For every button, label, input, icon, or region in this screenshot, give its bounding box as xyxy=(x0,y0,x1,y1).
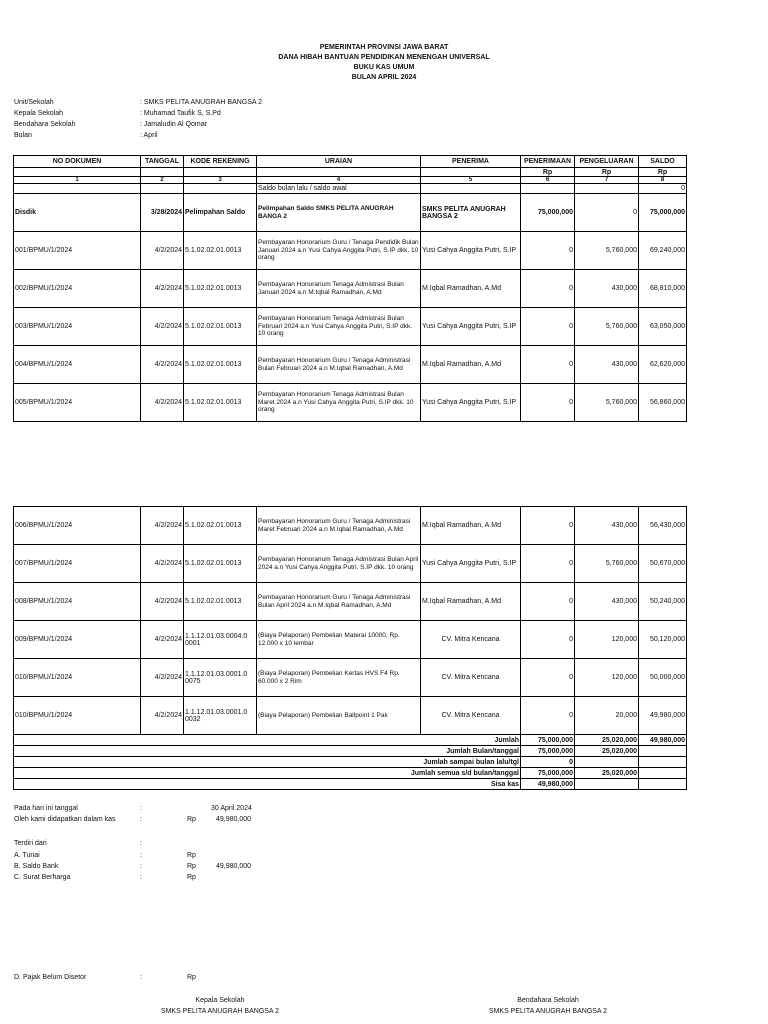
receipt-amount: 75,000,000 xyxy=(521,194,575,232)
receipt-amount: 0 xyxy=(521,697,575,735)
table-row xyxy=(14,659,687,697)
totals-row xyxy=(14,735,687,746)
currency-cell: Rp xyxy=(575,168,639,177)
recipient: Yusi Cahya Anggita Putri, S.IP xyxy=(421,545,521,583)
table-row xyxy=(14,346,687,384)
col-number: 2 xyxy=(141,177,184,184)
recipient: CV. Mitra Kencana xyxy=(421,697,521,735)
currency-cell: Rp xyxy=(521,168,575,177)
table-cell xyxy=(575,184,639,194)
sign-right-org: SMKS PELITA ANUGRAH BANGSA 2 xyxy=(488,1008,608,1015)
recipient: CV. Mitra Kencana xyxy=(421,659,521,697)
col-header: PENERIMA xyxy=(421,156,521,168)
kas-value: 49,980,000 xyxy=(216,816,252,823)
column-header-row xyxy=(14,156,687,168)
totals-receipt: 49,980,000 xyxy=(521,779,575,790)
expense-amount: 5,760,000 xyxy=(575,545,639,583)
info-label: Kepala Sekolah xyxy=(14,110,64,117)
date-cell: 4/2/2024 xyxy=(141,507,184,545)
doc-number: 004/BPMU/1/2024 xyxy=(14,346,141,384)
currency-cell: Rp xyxy=(639,168,687,177)
kas-colon: : xyxy=(140,816,142,823)
date-cell: 4/2/2024 xyxy=(141,621,184,659)
col-number: 4 xyxy=(257,177,421,184)
tunai-colon: : xyxy=(140,852,142,859)
expense-amount: 120,000 xyxy=(575,659,639,697)
description: Pembayaran Honorarium Guru / Tenaga Administrasi Maret Februari 2024 a.n M.Iqbal Ramadhan, A.Md xyxy=(257,507,421,545)
date-cell: 4/2/2024 xyxy=(141,583,184,621)
pajak-label: D. Pajak Belum Disetor xyxy=(14,974,87,981)
expense-amount: 5,760,000 xyxy=(575,308,639,346)
table-cell xyxy=(14,184,141,194)
balance-amount: 68,810,000 xyxy=(639,270,687,308)
col-number: 5 xyxy=(421,177,521,184)
col-header: TANGGAL xyxy=(141,156,184,168)
saldo-awal-row xyxy=(14,184,687,194)
col-number: 7 xyxy=(575,177,639,184)
hari-label: Pada hari ini tanggal xyxy=(14,805,78,812)
hari-colon: : xyxy=(140,805,142,812)
doc-number: Disdik xyxy=(14,194,141,232)
expense-amount: 430,000 xyxy=(575,270,639,308)
doc-number: 002/BPMU/1/2024 xyxy=(14,270,141,308)
col-number: 8 xyxy=(639,177,687,184)
account-code: 5.1.02.02.01.0013 xyxy=(184,270,257,308)
description: Pembayaran Honorarium Tenaga Admistrasi Bulan Februari 2024 a.n Yusi Cahya Anggita Putri, S.IP dkk. 10 orang xyxy=(257,308,421,346)
doc-number: 009/BPMU/1/2024 xyxy=(14,621,141,659)
account-code: Pelimpahan Saldo xyxy=(184,194,257,232)
col-header: SALDO xyxy=(639,156,687,168)
col-number: 3 xyxy=(184,177,257,184)
header-line-4: BULAN APRIL 2024 xyxy=(351,74,417,81)
totals-label: Sisa kas xyxy=(14,779,521,790)
kas-rp: Rp xyxy=(187,816,196,823)
table-cell xyxy=(184,184,257,194)
saldo-awal-value: 0 xyxy=(639,184,687,194)
doc-number: 010/BPMU/1/2024 xyxy=(14,659,141,697)
kas-label: Oleh kami didapatkan dalam kas xyxy=(14,816,116,823)
table-row xyxy=(14,270,687,308)
description: Pembayaran Honorarium Tenaga Admistrasi Bulan Maret 2024 a.n Yusi Cahya Anggita Putri, S.IP dkk. 10 orang xyxy=(257,384,421,422)
account-code: 5.1.02.02.01.0013 xyxy=(184,384,257,422)
pajak-colon: : xyxy=(140,974,142,981)
balance-amount: 63,050,000 xyxy=(639,308,687,346)
description: Pembayaran Honorarium Guru / Tenaga Administrasi Bulan Februari 2024 a.n M.Iqbal Ramadhan, A.Md xyxy=(257,346,421,384)
column-number-row xyxy=(14,177,687,184)
receipt-amount: 0 xyxy=(521,507,575,545)
receipt-amount: 0 xyxy=(521,384,575,422)
col-header: KODE REKENING xyxy=(184,156,257,168)
table-row xyxy=(14,545,687,583)
receipt-amount: 0 xyxy=(521,659,575,697)
totals-row xyxy=(14,746,687,757)
totals-receipt: 75,000,000 xyxy=(521,768,575,779)
info-label: Unit/Sekolah xyxy=(14,99,54,106)
balance-amount: 56,860,000 xyxy=(639,384,687,422)
description: (Biaya Pelaporan) Pembelian Materai 10000, Rp. 12.000 x 10 lembar xyxy=(257,621,421,659)
totals-label: Jumlah semua s/d bulan/tanggal xyxy=(14,768,521,779)
receipt-amount: 0 xyxy=(521,621,575,659)
terdiri-label: Terdiri dari xyxy=(14,840,47,847)
header-line-3: BUKU KAS UMUM xyxy=(353,64,415,71)
surat-rp: Rp xyxy=(187,874,196,881)
recipient: CV. Mitra Kencana xyxy=(421,621,521,659)
col-header: PENGELUARAN xyxy=(575,156,639,168)
doc-number: 005/BPMU/1/2024 xyxy=(14,384,141,422)
info-value: : Muhamad Taufik S, S.Pd xyxy=(140,110,221,117)
totals-label: Jumlah xyxy=(14,735,521,746)
col-header: PENERIMAAN xyxy=(521,156,575,168)
balance-amount: 62,620,000 xyxy=(639,346,687,384)
expense-amount: 0 xyxy=(575,194,639,232)
account-code: 5.1.02.02.01.0013 xyxy=(184,346,257,384)
totals-row xyxy=(14,768,687,779)
account-code: 1.1.12.01.03.0001.0 0032 xyxy=(184,697,257,735)
account-code: 5.1.02.02.01.0013 xyxy=(184,545,257,583)
doc-number: 003/BPMU/1/2024 xyxy=(14,308,141,346)
expense-amount: 120,000 xyxy=(575,621,639,659)
account-code: 1.1.12.01.03.0001.0 0075 xyxy=(184,659,257,697)
description: Pembayaran Honorarium Guru / Tenaga Pendidik Bulan Januari 2024 a.n Yusi Cahya Anggita Putri, S.IP dkk. 10 orang xyxy=(257,232,421,270)
header-line-2: DANA HIBAH BANTUAN PENDIDIKAN MENENGAH UNIVERSAL xyxy=(278,54,490,61)
date-cell: 4/2/2024 xyxy=(141,697,184,735)
date-cell: 4/2/2024 xyxy=(141,659,184,697)
description: (Biaya Pelaporan) Pembelian Kertas HVS F4 Rp. 60.000 x 2 Rim xyxy=(257,659,421,697)
recipient: M.Iqbal Ramadhan, A.Md xyxy=(421,583,521,621)
totals-balance xyxy=(639,746,687,757)
recipient: Yusi Cahya Anggita Putri, S.IP xyxy=(421,384,521,422)
surat-colon: : xyxy=(140,874,142,881)
expense-amount: 5,760,000 xyxy=(575,384,639,422)
col-number: 6 xyxy=(521,177,575,184)
terdiri-colon: : xyxy=(140,840,142,847)
balance-amount: 50,120,000 xyxy=(639,621,687,659)
header-line-1: PEMERINTAH PROVINSI JAWA BARAT xyxy=(319,44,449,51)
doc-number: 001/BPMU/1/2024 xyxy=(14,232,141,270)
currency-cell xyxy=(141,168,184,177)
date-cell: 4/2/2024 xyxy=(141,545,184,583)
doc-number: 008/BPMU/1/2024 xyxy=(14,583,141,621)
totals-expense xyxy=(575,757,639,768)
balance-amount: 50,000,000 xyxy=(639,659,687,697)
totals-receipt: 0 xyxy=(521,757,575,768)
expense-amount: 20,000 xyxy=(575,697,639,735)
info-label: Bulan xyxy=(14,132,32,139)
totals-label: Jumlah sampai bulan lalu/tgl xyxy=(14,757,521,768)
totals-expense: 25,020,000 xyxy=(575,746,639,757)
currency-cell xyxy=(14,168,141,177)
balance-amount: 56,430,000 xyxy=(639,507,687,545)
account-code: 5.1.02.02.01.0013 xyxy=(184,232,257,270)
receipt-amount: 0 xyxy=(521,583,575,621)
account-code: 1.1.12.01.03.0004.0 0001 xyxy=(184,621,257,659)
info-value: : SMKS PELITA ANUGRAH BANGSA 2 xyxy=(140,99,263,106)
description: Pelimpahan Saldo SMKS PELITA ANUGRAH BANGA 2 xyxy=(257,194,421,232)
date-cell: 4/2/2024 xyxy=(141,232,184,270)
col-number: 1 xyxy=(14,177,141,184)
totals-row xyxy=(14,779,687,790)
currency-cell xyxy=(257,168,421,177)
table-row xyxy=(14,583,687,621)
table-cell xyxy=(141,184,184,194)
date-cell: 3/28/2024 xyxy=(141,194,184,232)
table-cell xyxy=(421,184,521,194)
balance-amount: 50,670,000 xyxy=(639,545,687,583)
table-row xyxy=(14,507,687,545)
info-value: : Jamaludin Al Qomar xyxy=(140,121,207,128)
balance-amount: 50,240,000 xyxy=(639,583,687,621)
bank-rp: Rp xyxy=(187,863,196,870)
recipient: M.Iqbal Ramadhan, A.Md xyxy=(421,507,521,545)
sign-left-org: SMKS PELITA ANUGRAH BANGSA 2 xyxy=(160,1008,280,1015)
description: Pembayaran Honorarium Tenaga Admistrasi Bulan April 2024 a.n Yusi Cahya Anggita Putri, S.IP dkk. 10 orang xyxy=(257,545,421,583)
tunai-label: A. Tunai xyxy=(14,852,40,859)
totals-expense: 25,020,000 xyxy=(575,735,639,746)
doc-number: 006/BPMU/1/2024 xyxy=(14,507,141,545)
date-cell: 4/2/2024 xyxy=(141,346,184,384)
cash-book-table-page-1 xyxy=(13,155,687,422)
totals-receipt: 75,000,000 xyxy=(521,735,575,746)
expense-amount: 430,000 xyxy=(575,583,639,621)
recipient: M.Iqbal Ramadhan, A.Md xyxy=(421,346,521,384)
totals-expense xyxy=(575,779,639,790)
currency-cell xyxy=(184,168,257,177)
doc-number: 007/BPMU/1/2024 xyxy=(14,545,141,583)
account-code: 5.1.02.02.01.0013 xyxy=(184,308,257,346)
totals-balance xyxy=(639,768,687,779)
balance-amount: 49,980,000 xyxy=(639,697,687,735)
bank-label: B. Saldo Bank xyxy=(14,863,59,870)
totals-balance xyxy=(639,779,687,790)
receipt-amount: 0 xyxy=(521,545,575,583)
account-code: 5.1.02.02.01.0013 xyxy=(184,583,257,621)
table-cell xyxy=(521,184,575,194)
sign-right-title: Bendahara Sekolah xyxy=(517,997,579,1004)
table-row xyxy=(14,194,687,232)
currency-cell xyxy=(421,168,521,177)
totals-expense: 25,020,000 xyxy=(575,768,639,779)
doc-number: 010/BPMU/1/2024 xyxy=(14,697,141,735)
table-row xyxy=(14,384,687,422)
date-cell: 4/2/2024 xyxy=(141,270,184,308)
col-header: URAIAN xyxy=(257,156,421,168)
info-label: Bendahara Sekolah xyxy=(14,121,76,128)
recipient: M.Iqbal Ramadhan, A.Md xyxy=(421,270,521,308)
table-row xyxy=(14,621,687,659)
expense-amount: 430,000 xyxy=(575,507,639,545)
recipient: SMKS PELITA ANUGRAH BANGSA 2 xyxy=(421,194,521,232)
currency-row xyxy=(14,168,687,177)
surat-label: C. Surat Berharga xyxy=(14,874,71,881)
table-row xyxy=(14,232,687,270)
totals-receipt: 75,000,000 xyxy=(521,746,575,757)
hari-value: 30 April 2024 xyxy=(211,805,252,812)
recipient: Yusi Cahya Anggita Putri, S.IP xyxy=(421,308,521,346)
saldo-awal-label: Saldo bulan lalu / saldo awal xyxy=(257,184,421,194)
bank-colon: : xyxy=(140,863,142,870)
totals-label: Jumlah Bulan/tanggal xyxy=(14,746,521,757)
cash-book-table-page-2 xyxy=(13,506,687,790)
recipient: Yusi Cahya Anggita Putri, S.IP xyxy=(421,232,521,270)
date-cell: 4/2/2024 xyxy=(141,384,184,422)
bank-value: 49,980,000 xyxy=(216,863,252,870)
account-code: 5.1.02.02.01.0013 xyxy=(184,507,257,545)
col-header: NO DOKUMEN xyxy=(14,156,141,168)
balance-amount: 69,240,000 xyxy=(639,232,687,270)
table-row xyxy=(14,697,687,735)
description: Pembayaran Honorarium Tenaga Admistrasi Bulan Januari 2024 a.n M.Iqbal Ramadhan, A.Md xyxy=(257,270,421,308)
table-row xyxy=(14,308,687,346)
receipt-amount: 0 xyxy=(521,346,575,384)
description: Pembayaran Honorarium Guru / Tenaga Administrasi Bulan April 2024 a.n M.Iqbal Ramadhan, A.Md xyxy=(257,583,421,621)
expense-amount: 5,760,000 xyxy=(575,232,639,270)
totals-row xyxy=(14,757,687,768)
info-value: : April xyxy=(140,132,158,139)
expense-amount: 430,000 xyxy=(575,346,639,384)
totals-balance xyxy=(639,757,687,768)
description: (Biaya Pelaporan) Pembelian Ballpoint 1 Pak xyxy=(257,697,421,735)
receipt-amount: 0 xyxy=(521,270,575,308)
balance-amount: 75,000,000 xyxy=(639,194,687,232)
tunai-rp: Rp xyxy=(187,852,196,859)
receipt-amount: 0 xyxy=(521,308,575,346)
pajak-rp: Rp xyxy=(187,974,196,981)
sign-left-title: Kepala Sekolah xyxy=(195,997,245,1004)
totals-balance: 49,980,000 xyxy=(639,735,687,746)
date-cell: 4/2/2024 xyxy=(141,308,184,346)
receipt-amount: 0 xyxy=(521,232,575,270)
